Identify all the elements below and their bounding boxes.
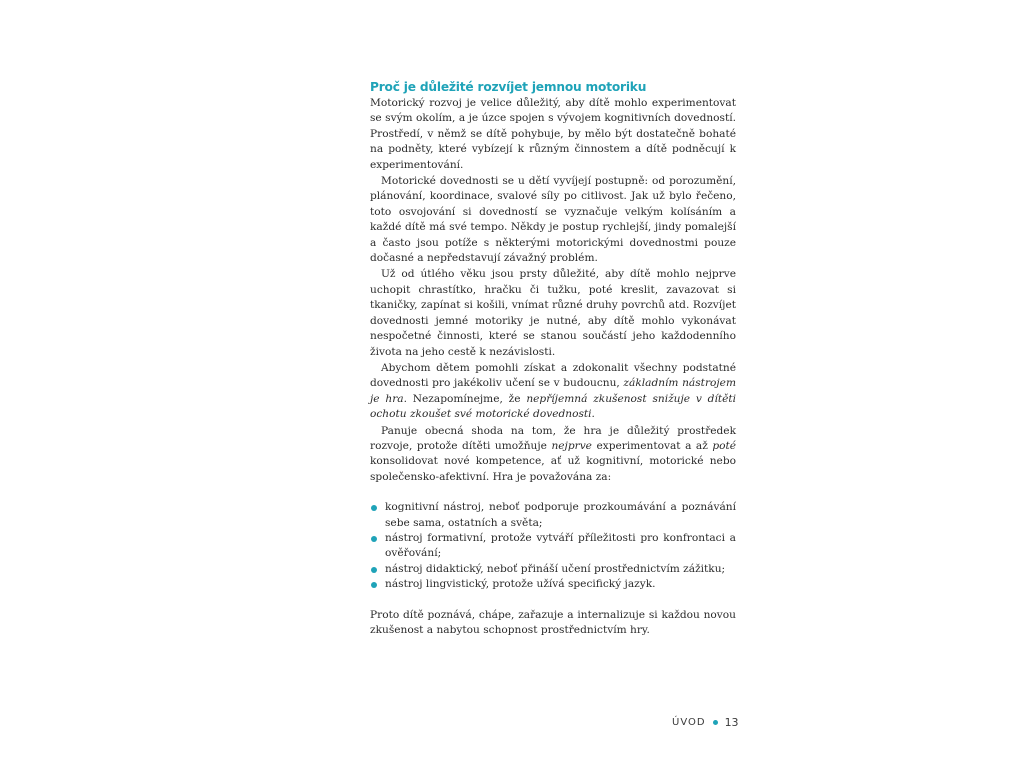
list-item [370,500,736,531]
footer-dot-icon [713,720,718,725]
paragraph-4 [370,361,736,423]
paragraph-1: Motorický rozvoj je velice důležitý, aby dítě mohlo experimentovat se svým okolím, a je úzce spojen s vývojem kognitivních dovedností. Prostředí, v němž se dítě pohybuje, by mělo být dostatečně bohaté na podněty, které vybízejí k různým činnostem a dítě podněcují k experimentování. [370,97,736,171]
paragraph-4-text-e: . [591,408,595,421]
page-content [370,80,736,638]
list-item-text: nástroj lingvistický, protože užívá specifický jazyk. [385,578,656,591]
paragraph-5 [370,424,736,486]
list-item-text: nástroj formativní, protože vytváří příležitosti pro konfrontaci a ověřování; [385,531,736,560]
footer-section-label: ÚVOD [672,717,706,728]
bullet-list [370,500,736,592]
paragraph-5-text-c: experimentovat a až [591,439,713,452]
page-footer [672,716,739,729]
list-item-text: kognitivní nástroj, neboť podporuje prozkoumávání a poznávání sebe sama, ostatních a světa; [385,501,736,529]
list-item [370,562,736,577]
paragraph-4-emphasis-2: nepříjemná zkušenost snižuje v dítěti ochotu zkoušet své motorické dovednosti [370,392,736,421]
paragraph-2: Motorické dovednosti se u dětí vyvíjejí postupně: od porozumění, plánování, koordinace, svalové síly po citlivost. Jak už bylo řečeno, toto osvojování si dovedností se vyznačuje velkým kolísáním a každé dítě má své tempo. Někdy je postup rychlejší, jindy pomalejší a často jsou potíže s některými motorickými dovednostmi pouze dočasné a nepředstavují závažný problém. [370,175,736,265]
paragraph-5-text-e: konsolidovat nové kompetence, ať už kognitivní, motorické nebo společensko-afektivní. Hra je považována za: [370,455,736,483]
bullet-dot-icon [371,536,377,542]
paragraph-5-text-a: Panuje obecná shoda na tom, že hra je důležitý prostředek rozvoje, protože dítěti umožňuje [370,424,736,452]
paragraph-5-emphasis-2: poté [712,439,737,452]
page-number: 13 [724,716,739,729]
paragraph-4-text-c: . Nezapomínejme, že [403,392,527,405]
section-heading: Proč je důležité rozvíjet jemnou motoriku [370,80,647,94]
bullet-dot-icon [371,582,377,588]
paragraph-4-text-a: Abychom dětem pomohli získat a zdokonalit všechny podstatné dovednosti pro jakékoliv učení se v budoucnu, [370,361,736,390]
list-item-text: nástroj didaktický, neboť přináší učení prostřednictvím zážitku; [385,562,726,575]
bullet-dot-icon [371,567,377,573]
bullet-dot-icon [371,505,377,511]
closing-paragraph: Proto dítě poznává, chápe, zařazuje a internalizuje si každou novou zkušenost a nabytou schopnost prostřednictvím hry. [370,608,736,636]
paragraph-5-emphasis-1: nejprve [551,439,592,452]
paragraph-3: Už od útlého věku jsou prsty důležité, aby dítě mohlo nejprve uchopit chrastítko, hračku či tužku, poté kreslit, zavazovat si tkaničky, zapínat si košili, vnímat různé druhy povrchů atd. Rozvíjet dovednosti jemné motoriky je nutné, aby dítě mohlo vykonávat nespočetné činnosti, které se stanou součástí jeho každodenního života na jeho cestě k nezávislosti. [370,268,736,358]
paragraph-4-emphasis-1: základním nástrojem je hra [370,377,736,405]
list-item [370,577,736,592]
list-item [370,531,736,562]
